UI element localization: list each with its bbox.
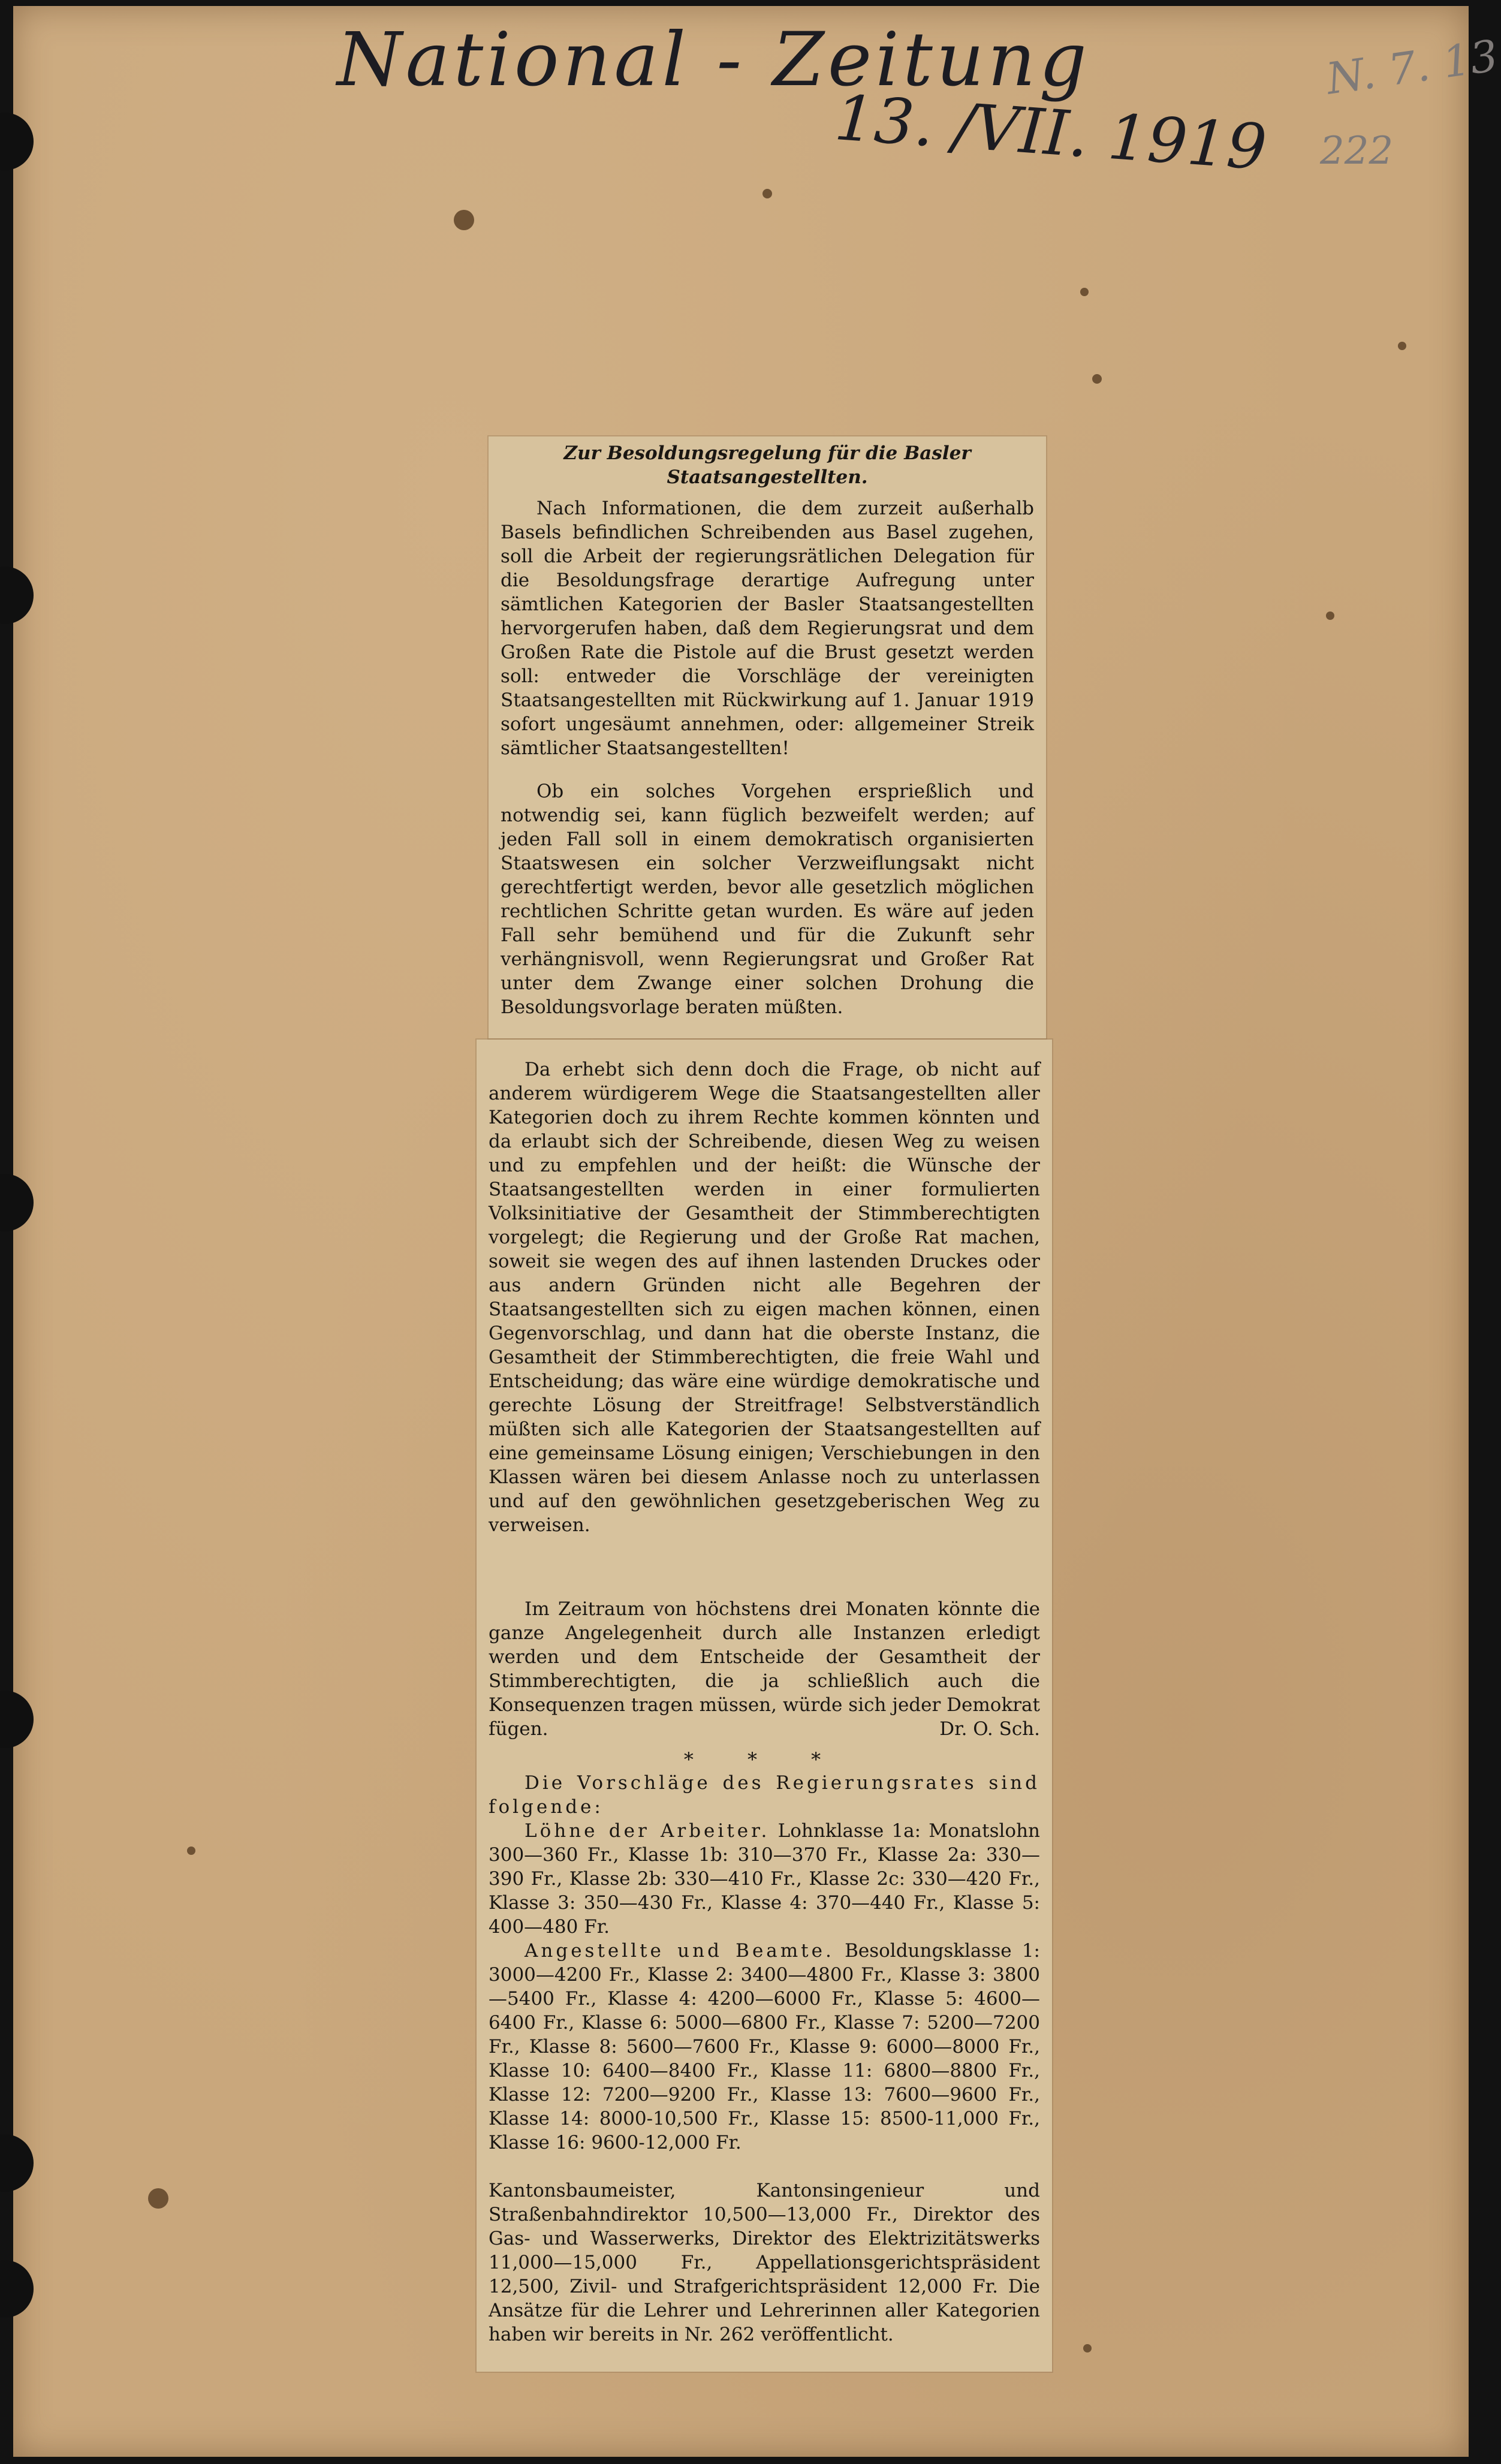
section-separator: * * * — [683, 1748, 845, 1771]
article-paragraph: Da erhebt sich denn doch die Frage, ob nicht auf anderem würdigerem Wege die Staatsangestellten aller Kategorien doch zu ihrem Rechte kommen könnten und da erlaubt sich der Schreibende, diesen Weg zu weisen und zu empfehlen und der heißt: die Wünsche der Staatsangestellten werden in einer formulierten Volksinitiative der Gesamtheit der Stimmberechtigten vorgelegt; die Regierung und der Große Rat machen, soweit sie wegen des auf ihnen lastenden Druckes oder aus andern Gründen nicht alle Begehren der Staatsangestellten sich zu eigen machen können, einen Gegenvorschlag, und dann hat die oberste Instanz, die Gesamtheit der Stimmberechtigten, die freie Wahl und Entscheidung; das wäre eine würdige demokratische und gerechte Lösung der Streitfrage! Selbstverständlich müßten sich alle Kategorien der Staatsangestellten auf eine gemeinsame Lösung einigen; Verschiebungen in den Klassen wären bei diesem Anlasse noch zu unterlassen und auf den gewöhnlichen gesetzgeberischen Weg zu verweisen. — [489, 1059, 1040, 1536]
paper-stain — [148, 2188, 168, 2209]
handwritten-newspaper-title: National - Zeitung — [337, 17, 1090, 103]
salary-list-directors: Kantonsbaumeister, Kantonsingenieur und Straßenbahndirektor 10,500—13,000 Fr., Direktor des Gas- und Wasserwerks, Direktor des Elektrizitätswerks 11,000—15,000 Fr., Appellationsgerichtspräsident 12,500, Zivil- und Strafgerichtspräsident 12,000 Fr. Die Ansätze für die Lehrer und Lehrerinnen aller Kategorien haben wir bereits in Nr. 262 veröffentlicht. — [489, 2180, 1040, 2345]
paragraph-text: Im Zeitraum von höchstens drei Monaten könnte die ganze Angelegenheit durch alle Instanzen erledigt werden und dem Entscheide der Gesamtheit der Stimmberechtigten, die ja schließlich auch die Konsequenzen tragen müssen, würde sich jeder Demokrat fügen. — [489, 1598, 1040, 1740]
author-signature: Dr. O. Sch. — [939, 1718, 1040, 1740]
archive-sheet — [13, 6, 1501, 2457]
newspaper-clipping-top — [489, 436, 1046, 1038]
paper-stain — [1398, 342, 1406, 350]
article-paragraph: Nach Informationen, die dem zurzeit außerhalb Basels befindlichen Schreibenden aus Basel zugehen, soll die Arbeit der regierungsrätlichen Delegation für die Besoldungsfrage derartige Aufregung unter sämtlichen Kategorien der Basler Staatsangestellten hervorgerufen haben, daß dem Regierungsrat und dem Großen Rate die Pistole auf die Brust gesetzt werden soll: entweder die Vorschläge der vereinigten Staatsangestellten mit Rückwirkung auf 1. Januar 1919 sofort ungesäumt annehmen, oder: allgemeiner Streik sämtlicher Staatsangestellten! — [501, 498, 1034, 759]
salary-list-lead: Angestellte und Beamte. — [525, 1940, 834, 1962]
handwritten-date: 13. /VII. 1919 — [832, 80, 1269, 185]
pencil-reference-number: N. 7. 13 — [1323, 30, 1501, 104]
article-paragraph: Ob ein solches Vorgehen ersprießlich und notwendig sei, kann füglich bezweifelt werden; auf jeden Fall soll in einem demokratisch organisierten Staatswesen ein solcher Verzweiflungsakt nicht gerechtfertigt werden, bevor alle gesetzlich möglichen rechtlichen Schritte getan wurden. Es wäre auf jeden Fall sehr bemühend und für die Zukunft sehr verhängnisvoll, wenn Regierungsrat und Großer Rat unter dem Zwange einer solchen Drohung die Besoldungsvorlage beraten müßten. — [501, 781, 1034, 1018]
newspaper-clipping-bottom — [477, 1040, 1052, 2372]
salary-list-text: Besoldungsklasse 1: 3000—4200 Fr., Klasse 2: 3400—4800 Fr., Klasse 3: 3800—5400 Fr., Klasse 4: 4200—6000 Fr., Klasse 5: 4600—6400 Fr., Klasse 6: 5000—6800 Fr., Klasse 7: 5200—7200 Fr., Klasse 8: 5600—7600 Fr., Klasse 9: 6000—8000 Fr., Klasse 10: 6400—8400 Fr., Klasse 11: 6800—8800 Fr., Klasse 12: 7200—9200 Fr., Klasse 13: 7600—9600 Fr., Klasse 14: 8000-10,500 Fr., Klasse 15: 8500-11,000 Fr., Klasse 16: 9600-12,000 Fr. — [489, 1940, 1040, 2153]
paper-stain — [1083, 2344, 1092, 2352]
paper-stain — [187, 1847, 195, 1855]
paper-stain — [762, 189, 772, 198]
pencil-page-number: 222 — [1320, 129, 1394, 173]
paper-stain — [1092, 374, 1102, 384]
paper-stain — [454, 210, 474, 230]
article-headline: Zur Besoldungsregelung für die Basler Staatsangestellten. — [563, 442, 971, 488]
salary-list-officials — [489, 1939, 1040, 2155]
wage-list-lead: Löhne der Arbeiter. — [525, 1820, 770, 1842]
paper-stain — [1080, 288, 1089, 296]
wage-list-text: Lohnklasse 1a: Monatslohn 300—360 Fr., Klasse 1b: 310—370 Fr., Klasse 2a: 330—390 Fr., Klasse 2b: 330—410 Fr., Klasse 2c: 330—420 Fr., Klasse 3: 350—430 Fr., Klasse 4: 370—440 Fr., Klasse 5: 400—480 Fr. — [489, 1820, 1041, 1938]
paper-stain — [1326, 612, 1334, 620]
proposals-intro: Die Vorschläge des Regierungsrates sind folgende: — [489, 1772, 1040, 1818]
wage-list-workers — [489, 1819, 1040, 1939]
article-paragraph — [489, 1597, 1040, 1741]
